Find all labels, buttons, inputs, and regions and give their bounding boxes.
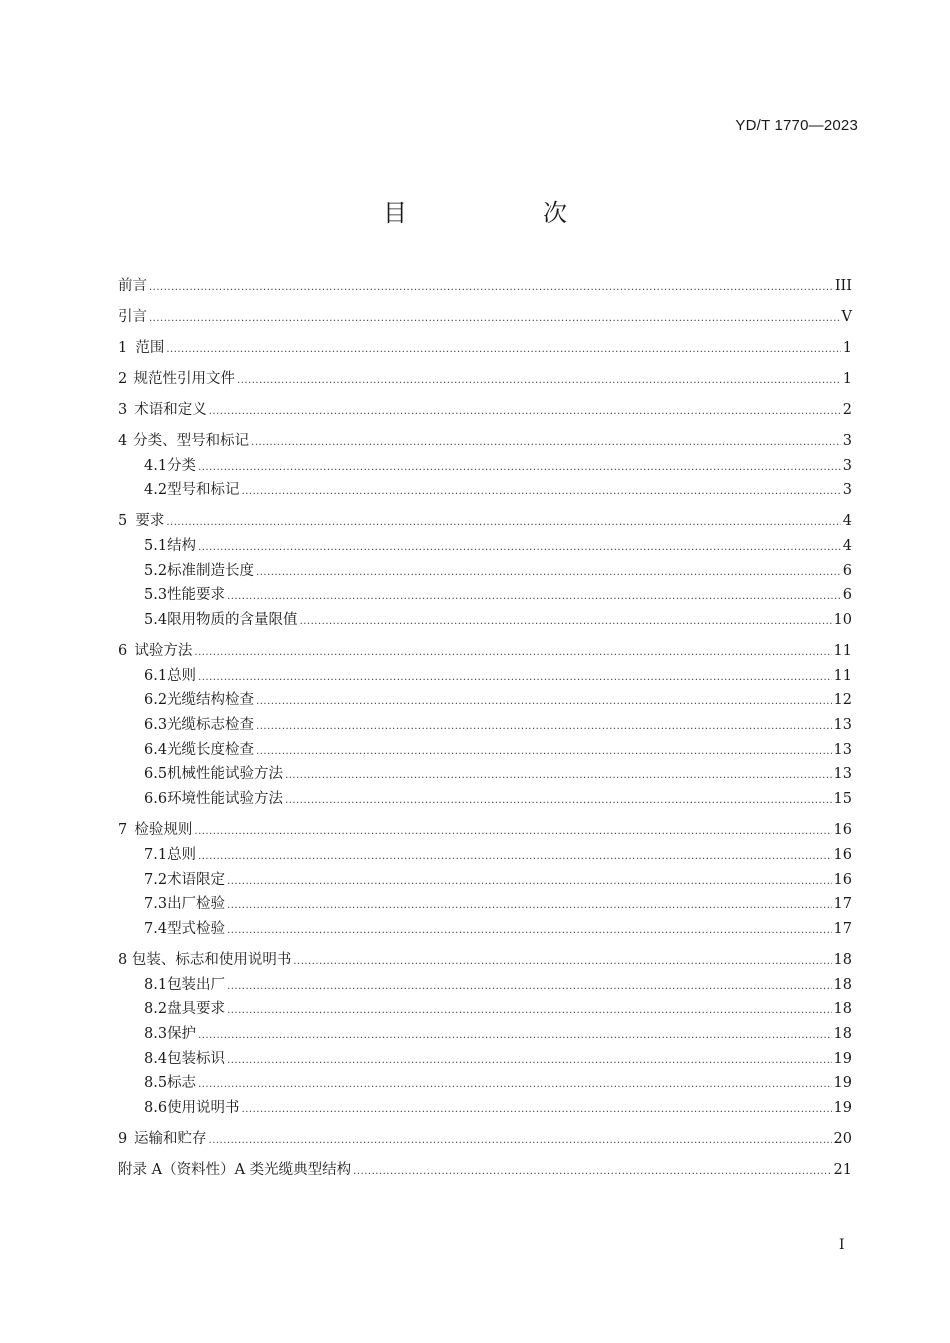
toc-entry-page: 6	[842, 587, 852, 604]
toc-entry-label: 使用说明书	[167, 1099, 240, 1116]
toc-entry-page: 11	[833, 643, 852, 660]
toc-entry-number: 7.1	[144, 846, 168, 863]
toc-entry-number: 6.3	[144, 717, 168, 734]
toc-entry-label: 前言	[118, 278, 147, 294]
toc-entry-number: 9	[118, 1130, 128, 1147]
toc-entry[interactable]	[118, 892, 852, 917]
toc-entry-label: 标志	[167, 1075, 197, 1092]
dot-leader	[198, 1024, 831, 1049]
toc-entry[interactable]	[118, 274, 852, 299]
toc-entry-label: 检验规则	[134, 822, 193, 839]
toc-entry-page: 1	[842, 370, 852, 387]
toc-entry-label: 术语限定	[167, 871, 226, 888]
dot-leader	[227, 975, 831, 1000]
dot-leader	[300, 610, 832, 635]
toc-entry-label: 附录 A（资料性）A 类光缆典型结构	[118, 1161, 352, 1178]
toc-entry-page: 19	[833, 1050, 852, 1067]
toc-entry-label: 型号和标记	[167, 482, 240, 499]
toc-entry[interactable]	[118, 948, 852, 973]
dot-leader	[256, 561, 841, 586]
toc-entry-page: 18	[833, 951, 852, 968]
toc-entry[interactable]	[118, 868, 852, 893]
toc-entry-number: 6	[118, 643, 128, 660]
toc-entry-page: 11	[833, 667, 852, 684]
toc-entry-page: 16	[833, 846, 852, 863]
toc-entry-label: 盘具要求	[167, 1001, 226, 1018]
dot-leader	[194, 820, 831, 845]
toc-entry-label: 环境性能试验方法	[167, 791, 284, 808]
toc-entry[interactable]	[118, 583, 852, 608]
dot-leader	[227, 919, 831, 944]
toc-entry-page: 13	[833, 717, 852, 734]
table-of-contents	[118, 274, 852, 1183]
toc-entry-label: 规范性引用文件	[133, 370, 236, 387]
toc-entry-number: 5.4	[144, 612, 168, 629]
toc-entry[interactable]	[118, 1022, 852, 1047]
toc-entry[interactable]	[118, 688, 852, 713]
toc-entry-number: 6.1	[144, 667, 168, 684]
dot-leader	[198, 1073, 831, 1098]
toc-entry[interactable]	[118, 917, 852, 942]
toc-entry-number: 4.2	[144, 482, 168, 499]
toc-entry-number: 8.5	[144, 1075, 168, 1092]
toc-entry-label: 限用物质的含量限值	[167, 612, 298, 629]
toc-entry[interactable]	[118, 478, 852, 503]
standard-code: YD/T 1770—2023	[735, 117, 858, 134]
dot-leader	[285, 789, 831, 814]
toc-entry[interactable]	[118, 762, 852, 787]
dot-leader	[166, 338, 840, 363]
toc-entry-page: 4	[842, 537, 852, 554]
toc-entry-page: 16	[833, 822, 852, 839]
toc-entry-number: 6.5	[144, 766, 168, 783]
toc-entry[interactable]	[118, 559, 852, 584]
toc-entry-label: 总则	[167, 667, 197, 684]
toc-entry[interactable]	[118, 818, 852, 843]
toc-entry[interactable]	[118, 639, 852, 664]
dot-leader	[242, 1098, 832, 1123]
dot-leader	[251, 431, 841, 456]
toc-entry-label: 运输和贮存	[134, 1130, 207, 1147]
toc-entry-page: 18	[833, 976, 852, 993]
toc-entry-page: 13	[833, 766, 852, 783]
toc-entry-number: 2	[118, 370, 128, 387]
toc-entry-page: V	[841, 308, 852, 325]
toc-entry-page: 3	[842, 457, 852, 474]
toc-entry-page: 20	[833, 1130, 852, 1147]
toc-entry-label: 光缆长度检查	[167, 741, 255, 758]
toc-entry[interactable]	[118, 973, 852, 998]
toc-entry-number: 8.1	[144, 976, 168, 993]
toc-entry-page: 16	[833, 871, 852, 888]
dot-leader	[194, 641, 831, 666]
dot-leader	[166, 511, 840, 536]
toc-entry-label: 术语和定义	[134, 401, 207, 418]
toc-entry-page: 4	[842, 513, 852, 530]
toc-entry-number: 8.2	[144, 1001, 168, 1018]
dot-leader	[256, 740, 831, 765]
toc-entry-label: 分类	[167, 457, 197, 474]
toc-entry-label: 出厂检验	[167, 896, 226, 913]
toc-entry[interactable]	[118, 1127, 852, 1152]
toc-entry-number: 1	[118, 339, 128, 356]
toc-entry-page: 2	[842, 401, 852, 418]
dot-leader	[198, 536, 841, 561]
toc-entry-label: 包装标识	[167, 1050, 226, 1067]
toc-entry[interactable]	[118, 429, 852, 454]
toc-entry-number: 7.4	[144, 920, 168, 937]
toc-entry[interactable]	[118, 305, 852, 330]
page-title: 目 次	[383, 199, 623, 227]
dot-leader	[293, 950, 831, 975]
toc-entry-label: 总则	[167, 846, 197, 863]
dot-leader	[227, 870, 831, 895]
toc-entry[interactable]	[118, 713, 852, 738]
toc-entry-page: 17	[833, 920, 852, 937]
toc-entry[interactable]	[118, 787, 852, 812]
toc-entry-page: III	[834, 278, 852, 294]
toc-entry-number: 8.3	[144, 1025, 168, 1042]
toc-entry[interactable]	[118, 1096, 852, 1121]
toc-entry-number: 8	[118, 951, 128, 968]
toc-entry-label: 分类、型号和标记	[133, 432, 250, 449]
toc-entry-page: 10	[833, 612, 852, 629]
toc-entry-page: 3	[842, 482, 852, 499]
toc-entry-number: 8.4	[144, 1050, 168, 1067]
dot-leader	[242, 480, 841, 505]
toc-entry-label: 光缆标志检查	[167, 717, 255, 734]
toc-entry[interactable]	[118, 1158, 852, 1183]
toc-entry[interactable]	[118, 1047, 852, 1072]
toc-entry[interactable]	[118, 367, 852, 392]
toc-entry-label: 性能要求	[167, 587, 226, 604]
toc-entry-label: 包装出厂	[167, 976, 226, 993]
page-number: I	[839, 1237, 845, 1253]
toc-entry[interactable]	[118, 336, 852, 361]
dot-leader	[227, 999, 831, 1024]
dot-leader	[198, 456, 841, 481]
toc-entry-page: 3	[842, 432, 852, 449]
dot-leader	[149, 307, 840, 332]
toc-entry-page: 13	[833, 741, 852, 758]
dot-leader	[285, 764, 831, 789]
toc-entry-page: 6	[842, 562, 852, 579]
toc-entry-number: 5.1	[144, 537, 168, 554]
toc-entry-page: 18	[833, 1025, 852, 1042]
toc-entry-number: 7.3	[144, 896, 168, 913]
toc-entry-label: 包装、标志和使用说明书	[131, 951, 292, 968]
toc-entry-label: 结构	[167, 537, 197, 554]
dot-leader	[353, 1160, 831, 1185]
toc-entry-label: 型式检验	[167, 920, 226, 937]
toc-entry-label: 引言	[118, 308, 147, 325]
toc-entry[interactable]	[118, 398, 852, 423]
toc-entry[interactable]	[118, 454, 852, 479]
toc-entry-page: 19	[833, 1099, 852, 1116]
toc-entry-page: 18	[833, 1001, 852, 1018]
toc-entry-number: 5.2	[144, 562, 168, 579]
dot-leader	[237, 369, 841, 394]
toc-entry-page: 17	[833, 896, 852, 913]
dot-leader	[227, 585, 841, 610]
toc-entry-number: 4.1	[144, 457, 168, 474]
toc-entry[interactable]	[118, 843, 852, 868]
toc-entry-page: 21	[833, 1161, 852, 1178]
toc-entry-page: 19	[833, 1075, 852, 1092]
toc-entry-page: 1	[842, 339, 852, 356]
toc-entry-number: 3	[118, 401, 128, 418]
toc-entry[interactable]	[118, 608, 852, 633]
dot-leader	[209, 400, 841, 425]
dot-leader	[198, 845, 831, 870]
dot-leader	[227, 894, 831, 919]
toc-entry-number: 7	[118, 822, 128, 839]
toc-entry-page: 15	[833, 791, 852, 808]
dot-leader	[149, 276, 833, 301]
toc-entry-label: 要求	[135, 513, 165, 530]
toc-entry[interactable]	[118, 534, 852, 559]
dot-leader	[256, 690, 831, 715]
toc-entry-label: 保护	[167, 1025, 197, 1042]
toc-entry-number: 7.2	[144, 871, 168, 888]
toc-entry-number: 6.2	[144, 692, 168, 709]
toc-entry-number: 6.6	[144, 791, 168, 808]
toc-entry-label: 试验方法	[134, 643, 193, 660]
toc-entry-number: 5.3	[144, 587, 168, 604]
toc-entry-number: 4	[118, 432, 128, 449]
toc-entry-label: 范围	[135, 339, 165, 356]
dot-leader	[198, 666, 831, 691]
toc-entry-number: 8.6	[144, 1099, 168, 1116]
toc-entry[interactable]	[118, 509, 852, 534]
toc-entry-number: 5	[118, 513, 128, 530]
toc-entry[interactable]	[118, 664, 852, 689]
dot-leader	[256, 715, 831, 740]
toc-entry[interactable]	[118, 738, 852, 763]
dot-leader	[227, 1049, 831, 1074]
toc-entry[interactable]	[118, 997, 852, 1022]
toc-entry-label: 标准制造长度	[167, 562, 255, 579]
toc-entry[interactable]	[118, 1071, 852, 1096]
dot-leader	[209, 1129, 832, 1154]
toc-entry-number: 6.4	[144, 741, 168, 758]
toc-entry-label: 光缆结构检查	[167, 692, 255, 709]
toc-entry-label: 机械性能试验方法	[167, 766, 284, 783]
toc-entry-page: 12	[833, 692, 852, 709]
